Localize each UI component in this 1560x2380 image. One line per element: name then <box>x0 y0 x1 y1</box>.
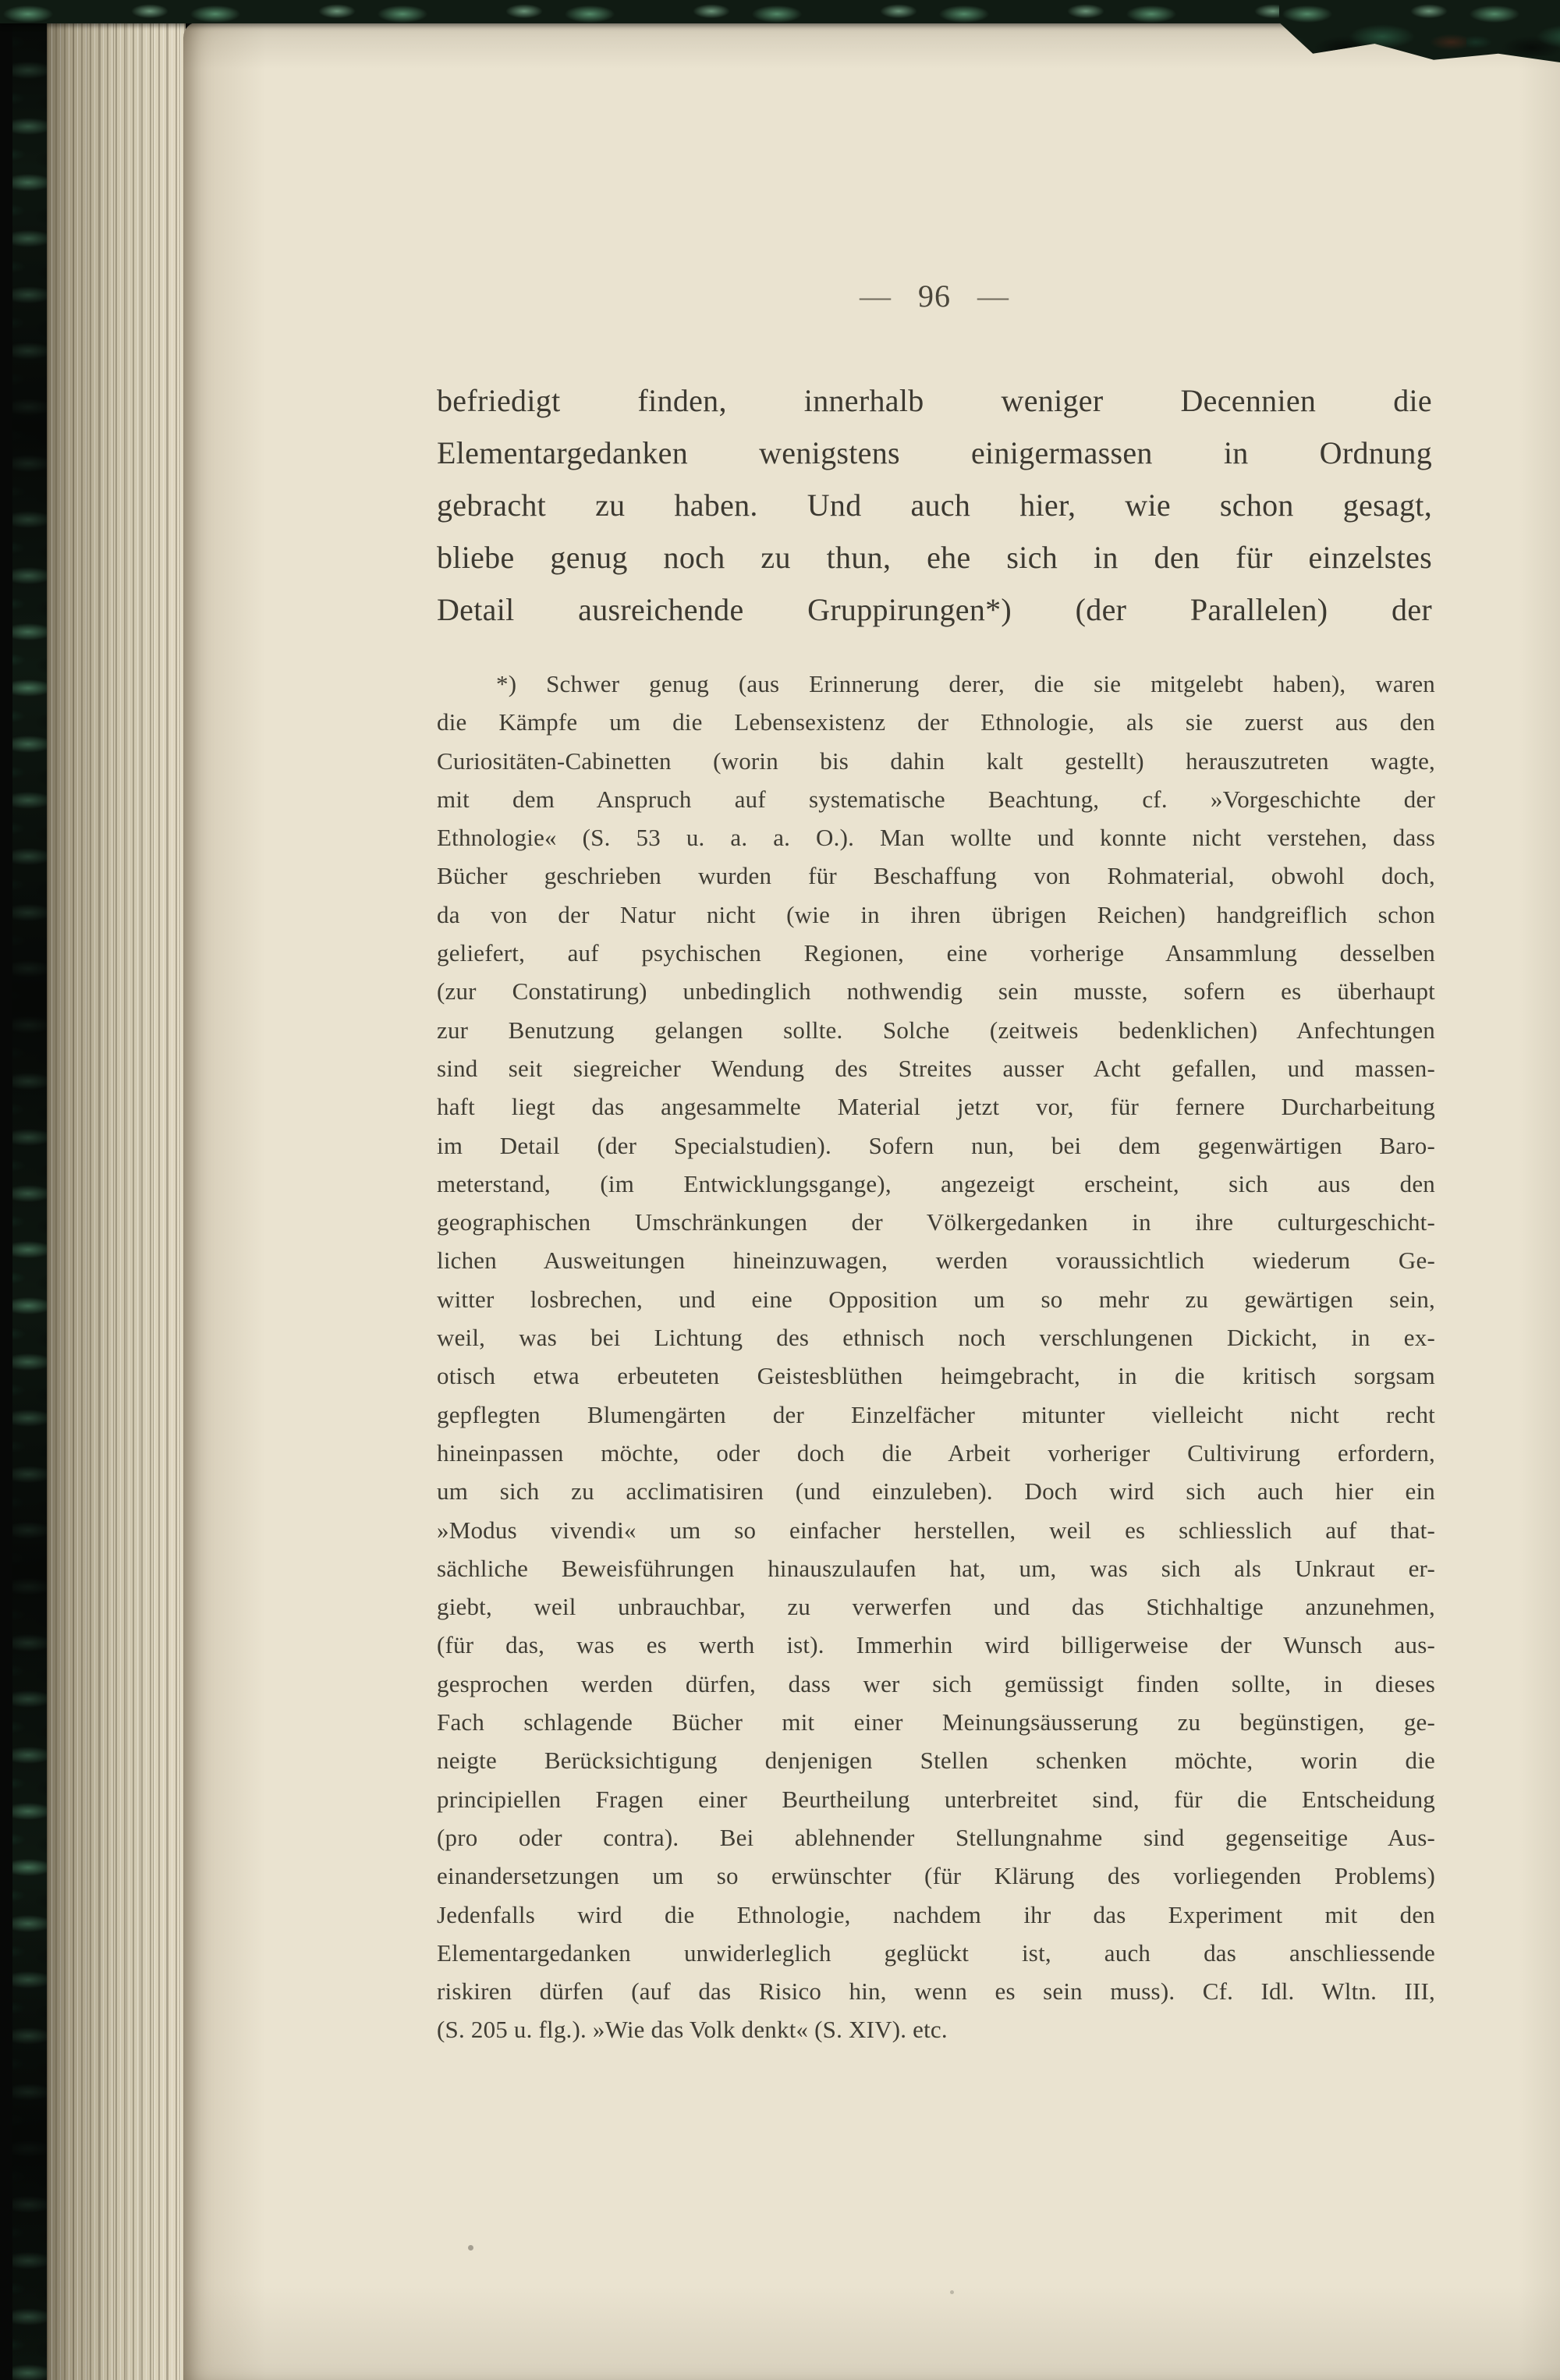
text-line: weil, was bei Lichtung des ethnisch noch verschlungenen Dickicht, in ex- <box>437 1324 1435 1352</box>
text-line: Bücher geschrieben wurden für Beschaffung von Rohmaterial, obwohl doch, <box>437 862 1435 890</box>
text-line: Elementargedanken unwiderleglich geglückt ist, auch das anschliessende <box>437 1938 1435 1967</box>
text-line: zur Benutzung gelangen sollte. Solche (zeitweis bedenklichen) Anfechtungen <box>437 1016 1435 1044</box>
text-line: (S. 205 u. flg.). »Wie das Volk denkt« (S. XIV). etc. <box>437 2016 948 2044</box>
page-number <box>437 278 1432 314</box>
text-line: Curiositäten-Cabinetten (worin bis dahin kalt gestellt) herauszutreten wagte, <box>437 747 1435 775</box>
text-line: hineinpassen möchte, oder doch die Arbeit vorheriger Cultivirung erfordern, <box>437 1438 1435 1467</box>
page-speck <box>468 2245 473 2251</box>
text-line: Elementargedanken wenigstens einigermassen in Ordnung <box>437 435 1432 470</box>
text-line: Jedenfalls wird die Ethnologie, nachdem ihr das Experiment mit den <box>437 1900 1435 1928</box>
text-line: einandersetzungen um so erwünschter (für Klärung des vorliegenden Problems) <box>437 1862 1435 1890</box>
text-line: mit dem Anspruch auf systematische Beachtung, cf. »Vorgeschichte der <box>437 785 1435 813</box>
text-line: im Detail (der Specialstudien). Sofern nun, bei dem gegenwärtigen Baro- <box>437 1131 1435 1159</box>
text-line: (pro oder contra). Bei ablehnender Stellungnahme sind gegenseitige Aus- <box>437 1823 1435 1851</box>
text-line: Fach schlagende Bücher mit einer Meinungsäusserung zu begünstigen, ge- <box>437 1708 1435 1736</box>
text-line: haft liegt das angesammelte Material jetzt vor, für fernere Durcharbeitung <box>437 1093 1435 1121</box>
page-number-dash-left: — <box>860 278 892 314</box>
text-line: geographischen Umschränkungen der Völkergedanken in ihre culturgeschicht- <box>437 1208 1435 1236</box>
text-line: witter losbrechen, und eine Opposition um so mehr zu gewärtigen sein, <box>437 1285 1435 1313</box>
text-line: *) Schwer genug (aus Erinnerung derer, die sie mitgelebt haben), waren <box>496 670 1435 697</box>
text-line: sächliche Beweisführungen hinauszulaufen hat, um, was sich als Unkraut er- <box>437 1554 1435 1582</box>
text-line: gepflegten Blumengärten der Einzelfächer mitunter vielleicht nicht recht <box>437 1400 1435 1428</box>
text-line: um sich zu acclimatisiren (und einzuleben). Doch wird sich auch hier ein <box>437 1477 1435 1506</box>
text-line: bliebe genug noch zu thun, ehe sich in den für einzelstes <box>437 540 1432 575</box>
text-line: riskiren dürfen (auf das Risico hin, wenn es sein muss). Cf. Idl. Wltn. III, <box>437 1977 1435 2006</box>
text-line: neigte Berücksichtigung denjenigen Stellen schenken möchte, worin die <box>437 1747 1435 1775</box>
text-line: lichen Ausweitungen hineinzuwagen, werden voraussichtlich wiederum Ge- <box>437 1247 1435 1275</box>
text-line: da von der Natur nicht (wie in ihren übrigen Reichen) handgreiflich schon <box>437 900 1435 928</box>
text-line: giebt, weil unbrauchbar, zu verwerfen und das Stichhaltige anzunehmen, <box>437 1593 1435 1621</box>
page-number-dash-right: — <box>977 278 1009 314</box>
text-line: principiellen Fragen einer Beurtheilung unterbreitet sind, für die Entscheidung <box>437 1785 1435 1813</box>
text-line: otisch etwa erbeuteten Geistesblüthen heimgebracht, in die kritisch sorgsam <box>437 1362 1435 1390</box>
book-page-edges <box>47 19 186 2380</box>
text-line: befriedigt finden, innerhalb weniger Decennien die <box>437 383 1432 418</box>
text-line: geliefert, auf psychischen Regionen, eine vorherige Ansammlung desselben <box>437 939 1435 967</box>
page-speck <box>950 2290 954 2294</box>
text-line: (zur Constatirung) unbedinglich nothwendig sein musste, sofern es überhaupt <box>437 977 1435 1006</box>
text-line: die Kämpfe um die Lebensexistenz der Ethnologie, als sie zuerst aus den <box>437 708 1435 736</box>
footnote <box>437 665 1435 2049</box>
main-paragraph <box>437 374 1432 636</box>
text-line: Detail ausreichende Gruppirungen*) (der Parallelen) der <box>437 592 1432 627</box>
text-line: gebracht zu haben. Und auch hier, wie schon gesagt, <box>437 488 1432 523</box>
page-number-value: 96 <box>918 278 951 314</box>
text-line: meterstand, (im Entwicklungsgange), angezeigt erscheint, sich aus den <box>437 1169 1435 1197</box>
text-line: gesprochen werden dürfen, dass wer sich gemüssigt finden sollte, in dieses <box>437 1669 1435 1697</box>
text-line: sind seit siegreicher Wendung des Streites ausser Acht gefallen, und massen- <box>437 1054 1435 1082</box>
text-line: (für das, was es werth ist). Immerhin wird billigerweise der Wunsch aus- <box>437 1631 1435 1659</box>
text-line: Ethnologie« (S. 53 u. a. a. O.). Man wollte und konnte nicht verstehen, dass <box>437 824 1435 852</box>
text-line: »Modus vivendi« um so einfacher herstellen, weil es schliesslich auf that- <box>437 1516 1435 1544</box>
